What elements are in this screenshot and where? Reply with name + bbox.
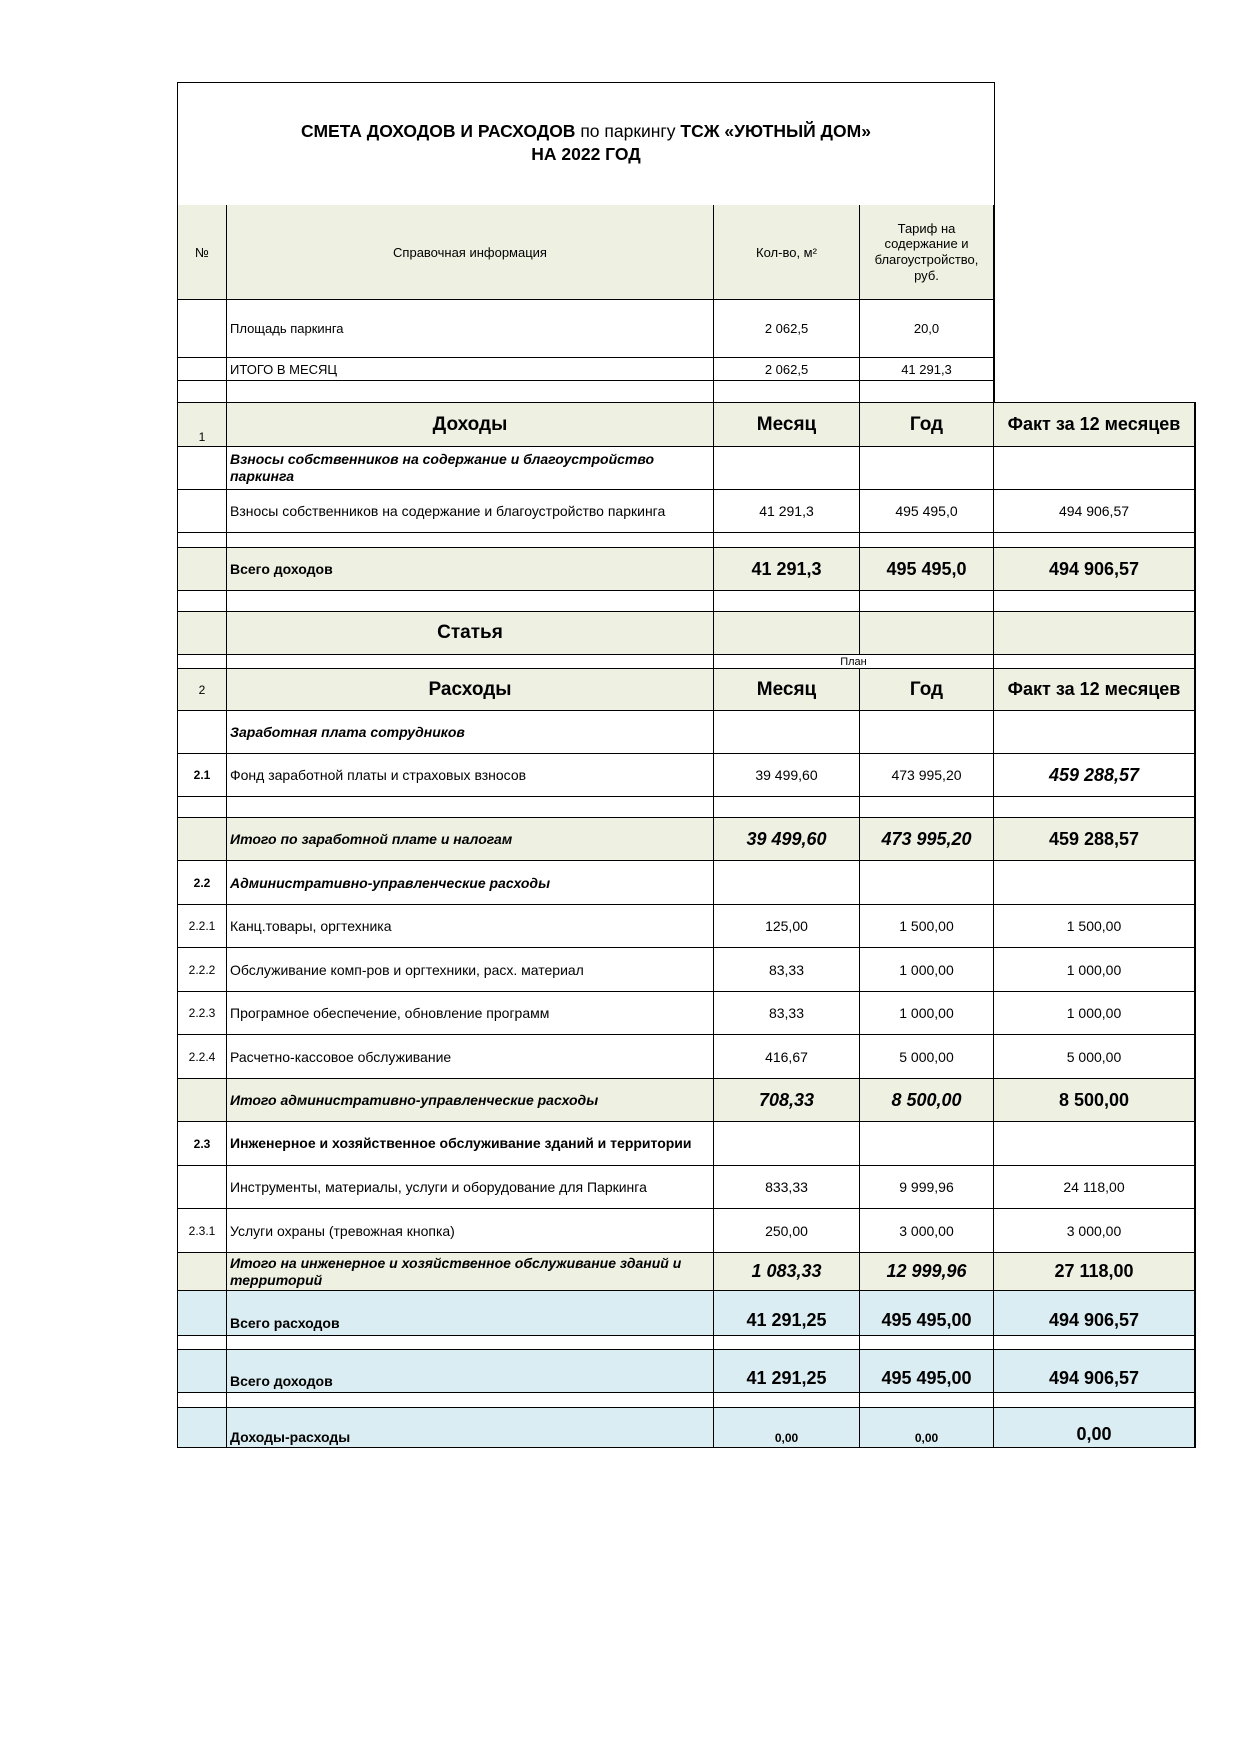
spacer-cell	[714, 381, 860, 403]
spacer-cell	[994, 533, 1195, 548]
income-row-year: 495 495,0	[860, 490, 994, 533]
expenses-year-header: Год	[860, 669, 994, 711]
admin-total-label: Итого административно-управленческие расходы	[227, 1079, 714, 1122]
eng-row-label: Инструменты, материалы, услуги и оборудование для Паркинга	[227, 1166, 714, 1209]
income-total-num	[178, 548, 227, 591]
spacer-cell	[227, 591, 714, 612]
empty-cell	[714, 1122, 860, 1166]
empty-cell	[860, 861, 994, 905]
spacer-cell	[178, 1393, 227, 1408]
summary-income-month: 41 291,25	[714, 1350, 860, 1393]
eng-row-year: 3 000,00	[860, 1209, 994, 1253]
spacer-cell	[860, 591, 994, 612]
income-total-fact: 494 906,57	[994, 548, 1195, 591]
salary-total-num	[178, 818, 227, 861]
expenses-total-label: Всего расходов	[227, 1291, 714, 1336]
admin-row-label: Програмное обеспечение, обновление программ	[227, 992, 714, 1035]
title-year: НА 2022 ГОД	[531, 144, 641, 164]
spacer-cell	[178, 1336, 227, 1350]
admin-row-label: Расчетно-кассовое обслуживание	[227, 1035, 714, 1079]
empty-cell	[860, 447, 994, 490]
empty-cell	[994, 861, 1195, 905]
spacer-cell	[227, 381, 714, 403]
eng-row-fact: 24 118,00	[994, 1166, 1195, 1209]
spacer-cell	[994, 591, 1195, 612]
admin-title: Административно-управленческие расходы	[227, 861, 714, 905]
empty-cell	[714, 612, 860, 655]
admin-total-num	[178, 1079, 227, 1122]
spacer-cell	[714, 1336, 860, 1350]
income-fact-header: Факт за 12 месяцев	[994, 403, 1195, 447]
admin-row-year: 1 000,00	[860, 948, 994, 992]
eng-row-num	[178, 1166, 227, 1209]
ref-total-num	[178, 358, 227, 381]
balance-label: Доходы-расходы	[227, 1408, 714, 1447]
page-title	[177, 120, 995, 166]
eng-row-label: Услуги охраны (тревожная кнопка)	[227, 1209, 714, 1253]
spacer-cell	[178, 533, 227, 548]
eng-row-num: 2.3.1	[178, 1209, 227, 1253]
admin-row-month: 83,33	[714, 992, 860, 1035]
income-row-label: Взносы собственников на содержание и благоустройство паркинга	[227, 490, 714, 533]
eng-total-num	[178, 1253, 227, 1291]
expenses-total-year: 495 495,00	[860, 1291, 994, 1336]
admin-row-year: 1 000,00	[860, 992, 994, 1035]
salary-row-fact: 459 288,57	[994, 754, 1195, 797]
income-num: 1	[178, 403, 227, 447]
balance-year: 0,00	[860, 1408, 994, 1447]
title-normal-part: по паркингу	[575, 121, 681, 141]
spacer-cell	[994, 655, 1195, 669]
spacer-cell	[994, 1336, 1195, 1350]
admin-row-num: 2.2.2	[178, 948, 227, 992]
salary-total-label: Итого по заработной плате и налогам	[227, 818, 714, 861]
eng-row-month: 250,00	[714, 1209, 860, 1253]
income-total-month: 41 291,3	[714, 548, 860, 591]
admin-row-fact: 1 000,00	[994, 992, 1195, 1035]
salary-title-num	[178, 711, 227, 754]
balance-fact: 0,00	[994, 1408, 1195, 1447]
expenses-heading: Расходы	[227, 669, 714, 711]
summary-income-label: Всего доходов	[227, 1350, 714, 1393]
income-row-month: 41 291,3	[714, 490, 860, 533]
spacer-cell	[227, 533, 714, 548]
ref-row-tariff: 20,0	[860, 300, 994, 358]
admin-row-year: 1 500,00	[860, 905, 994, 948]
income-group-num	[178, 447, 227, 490]
admin-row-label: Канц.товары, оргтехника	[227, 905, 714, 948]
summary-income-fact: 494 906,57	[994, 1350, 1195, 1393]
empty-cell	[714, 711, 860, 754]
spacer-cell	[714, 797, 860, 818]
empty-cell	[860, 612, 994, 655]
title-bold-part: СМЕТА ДОХОДОВ И РАСХОДОВ	[301, 121, 576, 141]
ref-header-tariff: Тариф на содержание и благоустройство, руб.	[860, 205, 994, 300]
eng-total-month: 1 083,33	[714, 1253, 860, 1291]
admin-row-month: 125,00	[714, 905, 860, 948]
eng-title-num: 2.3	[178, 1122, 227, 1166]
empty-cell	[994, 612, 1195, 655]
article-label: Статья	[227, 612, 714, 655]
income-total-year: 495 495,0	[860, 548, 994, 591]
admin-row-month: 416,67	[714, 1035, 860, 1079]
article-num	[178, 612, 227, 655]
income-year-header: Год	[860, 403, 994, 447]
expenses-total-fact: 494 906,57	[994, 1291, 1195, 1336]
empty-cell	[994, 447, 1195, 490]
admin-row-fact: 1 000,00	[994, 948, 1195, 992]
salary-total-month: 39 499,60	[714, 818, 860, 861]
ref-total-tariff: 41 291,3	[860, 358, 994, 381]
spacer-cell	[714, 1393, 860, 1408]
spacer-cell	[227, 797, 714, 818]
salary-total-fact: 459 288,57	[994, 818, 1195, 861]
spacer-cell	[714, 591, 860, 612]
ref-row-label: Площадь паркинга	[227, 300, 714, 358]
spacer-cell	[178, 381, 227, 403]
spacer-cell	[227, 655, 714, 669]
admin-row-label: Обслуживание комп-ров и оргтехники, расх. материал	[227, 948, 714, 992]
admin-row-year: 5 000,00	[860, 1035, 994, 1079]
salary-title: Заработная плата сотрудников	[227, 711, 714, 754]
admin-total-fact: 8 500,00	[994, 1079, 1195, 1122]
income-month-header: Месяц	[714, 403, 860, 447]
spacer-cell	[714, 655, 994, 669]
summary-income-num	[178, 1350, 227, 1393]
admin-total-year: 8 500,00	[860, 1079, 994, 1122]
spacer-cell	[860, 797, 994, 818]
ref-row-num	[178, 300, 227, 358]
expenses-fact-header: Факт за 12 месяцев	[994, 669, 1195, 711]
empty-cell	[860, 1122, 994, 1166]
spacer-cell	[178, 797, 227, 818]
empty-cell	[714, 447, 860, 490]
admin-row-num: 2.2.1	[178, 905, 227, 948]
spacer-cell	[227, 1336, 714, 1350]
ref-total-qty: 2 062,5	[714, 358, 860, 381]
income-group-title: Взносы собственников на содержание и благоустройство паркинга	[227, 447, 714, 490]
eng-row-year: 9 999,96	[860, 1166, 994, 1209]
ref-row-qty: 2 062,5	[714, 300, 860, 358]
eng-total-fact: 27 118,00	[994, 1253, 1195, 1291]
expenses-total-num	[178, 1291, 227, 1336]
expenses-total-month: 41 291,25	[714, 1291, 860, 1336]
spacer-cell	[227, 1393, 714, 1408]
ref-header-num: №	[178, 205, 227, 300]
balance-month: 0,00	[714, 1408, 860, 1447]
salary-row-label: Фонд заработной платы и страховых взносов	[227, 754, 714, 797]
admin-total-month: 708,33	[714, 1079, 860, 1122]
spacer-cell	[994, 1393, 1195, 1408]
ref-header-info: Справочная информация	[227, 205, 714, 300]
admin-title-num: 2.2	[178, 861, 227, 905]
spacer-cell	[860, 381, 994, 403]
ref-total-label: ИТОГО В МЕСЯЦ	[227, 358, 714, 381]
spacer-cell	[860, 1336, 994, 1350]
eng-row-month: 833,33	[714, 1166, 860, 1209]
title-org-part: ТСЖ «УЮТНЫЙ ДОМ»	[680, 121, 871, 141]
salary-row-num: 2.1	[178, 754, 227, 797]
eng-title: Инженерное и хозяйственное обслуживание зданий и территории	[227, 1122, 714, 1166]
income-total-label: Всего доходов	[227, 548, 714, 591]
admin-row-fact: 5 000,00	[994, 1035, 1195, 1079]
admin-row-num: 2.2.4	[178, 1035, 227, 1079]
expenses-month-header: Месяц	[714, 669, 860, 711]
empty-cell	[860, 711, 994, 754]
empty-cell	[994, 1122, 1195, 1166]
eng-total-label: Итого на инженерное и хозяйственное обслуживание зданий и территорий	[227, 1253, 714, 1291]
eng-row-fact: 3 000,00	[994, 1209, 1195, 1253]
spacer-cell	[994, 797, 1195, 818]
plan-label: План	[840, 655, 867, 668]
admin-row-num: 2.2.3	[178, 992, 227, 1035]
summary-income-year: 495 495,00	[860, 1350, 994, 1393]
spacer-cell	[178, 655, 227, 669]
empty-cell	[994, 711, 1195, 754]
admin-row-month: 83,33	[714, 948, 860, 992]
income-row-num	[178, 490, 227, 533]
eng-total-year: 12 999,96	[860, 1253, 994, 1291]
expenses-num: 2	[178, 669, 227, 711]
ref-header-qty: Кол-во, м²	[714, 205, 860, 300]
income-row-fact: 494 906,57	[994, 490, 1195, 533]
income-heading: Доходы	[227, 403, 714, 447]
balance-num	[178, 1408, 227, 1447]
salary-row-year: 473 995,20	[860, 754, 994, 797]
spacer-cell	[178, 591, 227, 612]
spacer-cell	[860, 1393, 994, 1408]
empty-cell	[714, 861, 860, 905]
spacer-cell	[860, 533, 994, 548]
admin-row-fact: 1 500,00	[994, 905, 1195, 948]
salary-row-month: 39 499,60	[714, 754, 860, 797]
spacer-cell	[714, 533, 860, 548]
salary-total-year: 473 995,20	[860, 818, 994, 861]
